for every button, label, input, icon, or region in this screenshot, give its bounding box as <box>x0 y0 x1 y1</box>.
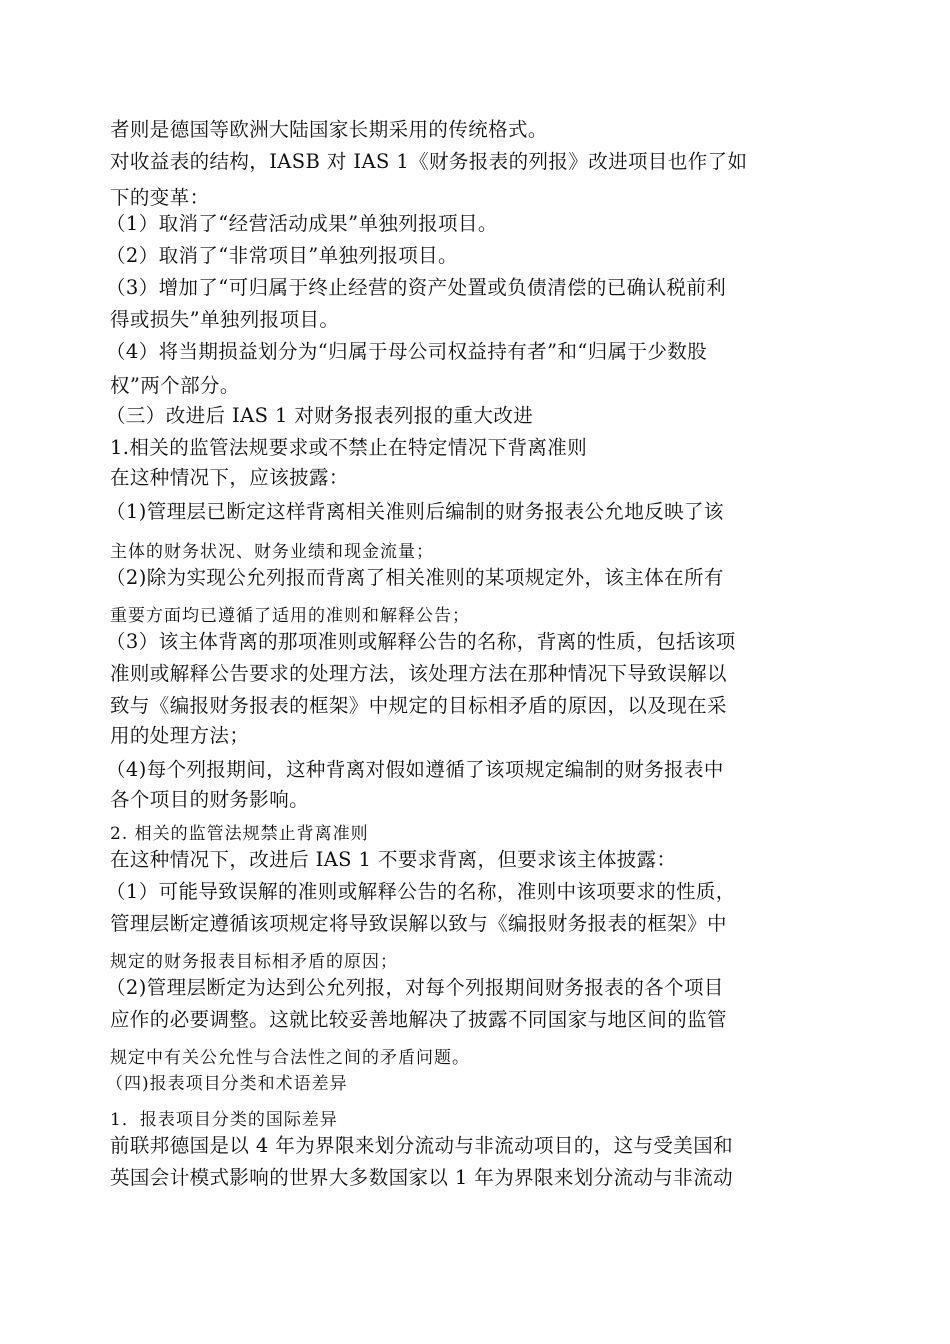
paragraph-line: 各个项目的财务影响。 <box>110 788 310 811</box>
subsection-heading: 2. 相关的监管法规禁止背离准则 <box>110 824 369 844</box>
paragraph-line: 管理层断定遵循该项规定将导致误解以致与《编报财务报表的框架》中 <box>110 912 727 935</box>
paragraph-line: 下的变革： <box>110 186 210 209</box>
paragraph-line: 前联邦德国是以 4 年为界限来划分流动与非流动项目的，这与受美国和 <box>110 1134 734 1157</box>
paragraph-line: 在这种情况下，改进后 IAS 1 不要求背离，但要求该主体披露： <box>110 848 677 871</box>
list-item: （3）该主体背离的那项准则或解释公告的名称，背离的性质，包括该项 <box>106 630 736 653</box>
subsection-heading: 1.相关的监管法规要求或不禁止在特定情况下背离准则 <box>110 436 588 459</box>
paragraph-line: 应作的必要调整。这就比较妥善地解决了披露不同国家与地区间的监管 <box>110 1008 727 1031</box>
paragraph-line: 主体的财务状况、财务业绩和现金流量； <box>110 542 434 562</box>
paragraph-line: 用的处理方法； <box>110 724 250 747</box>
section-heading: （三）改进后 IAS 1 对财务报表列报的重大改进 <box>106 404 534 427</box>
paragraph-line: 英国会计模式影响的世界大多数国家以 1 年为界限来划分流动与非流动 <box>110 1166 734 1189</box>
paragraph-line: 权”两个部分。 <box>110 374 240 397</box>
paragraph-line: 对收益表的结构，IASB 对 IAS 1《财务报表的列报》改进项目也作了如 <box>110 150 748 173</box>
list-item: （3）增加了“可归属于终止经营的资产处置或负债清偿的已确认税前利 <box>106 276 727 299</box>
list-item: （2）取消了“非常项目”单独列报项目。 <box>106 244 458 267</box>
paragraph-line: 重要方面均已遵循了适用的准则和解释公告； <box>110 606 470 626</box>
list-item: （1)管理层已断定这样背离相关准则后编制的财务报表公允地反映了该 <box>106 500 724 523</box>
paragraph-line: 准则或解释公告要求的处理方法，该处理方法在那种情况下导致误解以 <box>110 662 727 685</box>
paragraph-line: 者则是德国等欧洲大陆国家长期采用的传统格式。 <box>110 118 548 141</box>
paragraph-line: 致与《编报财务报表的框架》中规定的目标相矛盾的原因，以及现在采 <box>110 694 727 717</box>
paragraph-line: 得或损失”单独列报项目。 <box>110 308 340 331</box>
paragraph-line: 在这种情况下，应该披露： <box>110 466 349 489</box>
subsection-heading: 1．报表项目分类的国际差异 <box>110 1110 338 1130</box>
section-heading: （四)报表项目分类和术语差异 <box>106 1074 348 1094</box>
paragraph-line: 规定的财务报表目标相矛盾的原因； <box>110 952 398 972</box>
list-item: （1）取消了“经营活动成果”单独列报项目。 <box>106 212 498 235</box>
list-item: （2)除为实现公允列报而背离了相关准则的某项规定外，该主体在所有 <box>106 566 724 589</box>
list-item: （2)管理层断定为达到公允列报，对每个列报期间财务报表的各个项目 <box>106 976 724 999</box>
paragraph-line: 规定中有关公允性与合法性之间的矛盾问题。 <box>110 1048 470 1068</box>
list-item: （4）将当期损益划分为“归属于母公司权益持有者”和“归属于少数股 <box>106 340 708 363</box>
list-item: （4)每个列报期间，这种背离对假如遵循了该项规定编制的财务报表中 <box>106 758 724 781</box>
list-item: （1）可能导致误解的准则或解释公告的名称，准则中该项要求的性质， <box>106 880 736 903</box>
